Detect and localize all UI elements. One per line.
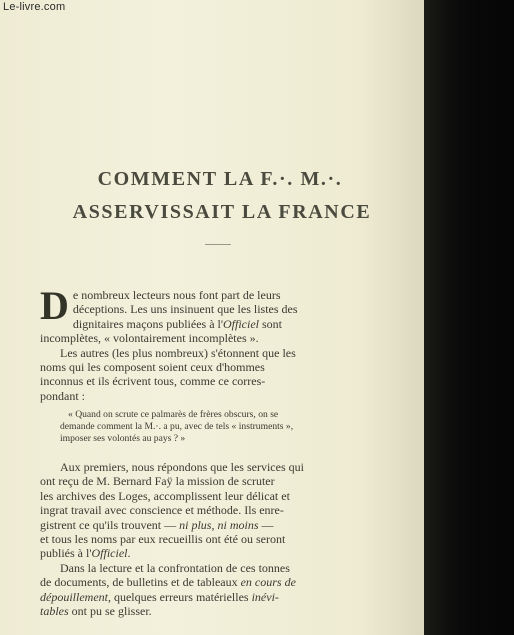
text-line: ingrat travail avec conscience et méthode. Ils enre- bbox=[40, 503, 284, 518]
text-line: de documents, de bulletins et de tableaux en cours de bbox=[40, 575, 296, 590]
text-line: gistrent ce qu'ils trouvent — ni plus, ni moins — bbox=[40, 517, 274, 532]
quote-line: « Quand on scrute ce palmarès de frères obscurs, on se bbox=[68, 409, 279, 420]
text-line: pondant : bbox=[40, 388, 85, 403]
text-line: et tous les noms par eux recueillis ont été ou seront bbox=[40, 532, 286, 547]
text-line: inconnus et ils écrivent tous, comme ce corres- bbox=[40, 374, 266, 389]
text-line: dépouillement, quelques erreurs matérielles inévi- bbox=[40, 589, 279, 604]
quote-line: imposer ses volontés au pays ? » bbox=[60, 432, 186, 444]
text-line: déceptions. Les uns insinuent que les listes des bbox=[72, 302, 298, 317]
text-line: les archives des Loges, accomplissent leur délicat et bbox=[40, 488, 290, 503]
text-line: noms qui les composent soient ceux d'hommes bbox=[40, 360, 265, 375]
book-edge-shadow bbox=[424, 0, 514, 635]
text-line: Aux premiers, nous répondons que les services qui bbox=[60, 460, 304, 474]
text-line: Les autres (les plus nombreux) s'étonnent que les bbox=[60, 345, 296, 360]
quote-line: demande comment la M.·. a pu, avec de tels « instruments », bbox=[60, 420, 294, 432]
text-line: publiés à l'Officiel. bbox=[40, 546, 131, 561]
title-divider bbox=[205, 244, 231, 245]
text-line: ont reçu de M. Bernard Faÿ la mission de scruter bbox=[40, 474, 275, 489]
title-line-2: ASSERVISSAIT LA FRANCE bbox=[72, 201, 372, 223]
text-line: e nombreux lecteurs nous font part de leurs bbox=[72, 288, 281, 302]
block-quote bbox=[60, 409, 360, 444]
body-paragraphs-bottom bbox=[40, 460, 362, 618]
text-line: tables ont pu se glisser. bbox=[40, 604, 152, 619]
text-line: Dans la lecture et la confrontation de ces tonnes bbox=[60, 560, 290, 575]
text-line: incomplètes, « volontairement incomplètes ». bbox=[40, 331, 259, 346]
body-paragraphs-top bbox=[40, 283, 362, 403]
title-line-1: COMMENT LA F.·. M.·. bbox=[97, 168, 343, 190]
drop-cap: D bbox=[40, 283, 69, 328]
watermark: Le-livre.com bbox=[3, 1, 66, 13]
text-line: dignitaires maçons publiées à l'Officiel sont bbox=[72, 316, 283, 331]
